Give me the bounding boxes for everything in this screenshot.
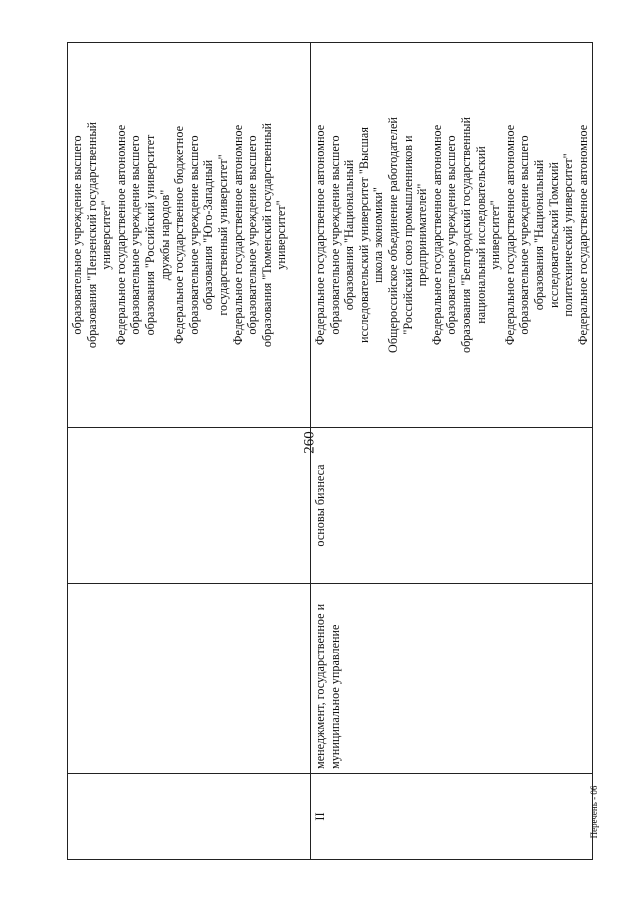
text-line: исследовательский Томский (546, 162, 561, 308)
text-line: Федеральное государственное автономное (113, 124, 128, 346)
text-line: национальный исследовательский (473, 146, 488, 324)
text-line: Федеральное государственное автономное (230, 124, 245, 346)
cell-specialty (311, 584, 593, 774)
text-line: университет" (488, 200, 503, 270)
text-line: образовательное учреждение высшего (70, 135, 84, 335)
text-line: политехнический университет" (561, 153, 576, 317)
text-line: образования "Тюменский государственный (259, 122, 274, 348)
text-line: образования "Российский университет (142, 134, 157, 336)
text-line: университет" (99, 200, 114, 270)
text-line: Общероссийское объединение работодателей (385, 117, 400, 353)
text-line: Федеральное государственное бюджетное (172, 126, 187, 344)
cell-upper-col2 (68, 584, 311, 774)
text-line: муниципальное управление (327, 624, 342, 769)
text-line: образования "Национальный (342, 159, 357, 311)
text-line: образовательное учреждение высшего (517, 135, 532, 335)
text-line: образовательное учреждение высшего (186, 135, 201, 335)
cell-subject: основы бизнеса (311, 428, 593, 584)
text-line: "Российский союз промышленников и (400, 135, 415, 335)
cell-upper-organizations (68, 43, 311, 428)
cell-level: II (311, 774, 593, 860)
table-row-lower (311, 43, 593, 860)
text-line: образовательное учреждение высшего (245, 135, 260, 335)
page-number: 260 (301, 431, 318, 454)
text-line: образования "Пензенский государственный (84, 121, 99, 349)
text-line: образования "Юго-Западный (201, 159, 216, 311)
text-line: исследовательский университет "Высшая (356, 127, 371, 343)
text-line: образовательное учреждение высшего (327, 135, 342, 335)
cell-lower-organizations (311, 43, 593, 428)
cell-upper-col3 (68, 428, 311, 584)
rotated-table-wrapper (67, 43, 590, 860)
text-line: предпринимателей" (415, 183, 430, 287)
footer-label: Перечень - 06 (589, 785, 599, 839)
text-line: образовательное учреждение высшего (444, 135, 459, 335)
text-line: менеджмент, государственное и (313, 603, 327, 769)
text-line: образования "Белгородский государственный (458, 117, 473, 353)
table-row-upper (68, 43, 311, 860)
text-line: Федеральное государственное автономное (502, 124, 517, 346)
text-line: образовательное учреждение высшего (128, 135, 143, 335)
text-line: государственный университет" (215, 154, 230, 316)
cell-upper-col1 (68, 774, 311, 860)
text-line: образования "Национальный (531, 159, 546, 311)
text-line: дружбы народов" (157, 189, 172, 281)
text-line: университет" (274, 200, 289, 270)
text-line: Федеральное государственное автономное (313, 124, 327, 346)
text-line: Федеральное государственное автономное (575, 124, 590, 346)
text-line: Федеральное государственное автономное (429, 124, 444, 346)
olympiad-table (67, 42, 593, 860)
text-line: школа экономики" (371, 187, 386, 283)
